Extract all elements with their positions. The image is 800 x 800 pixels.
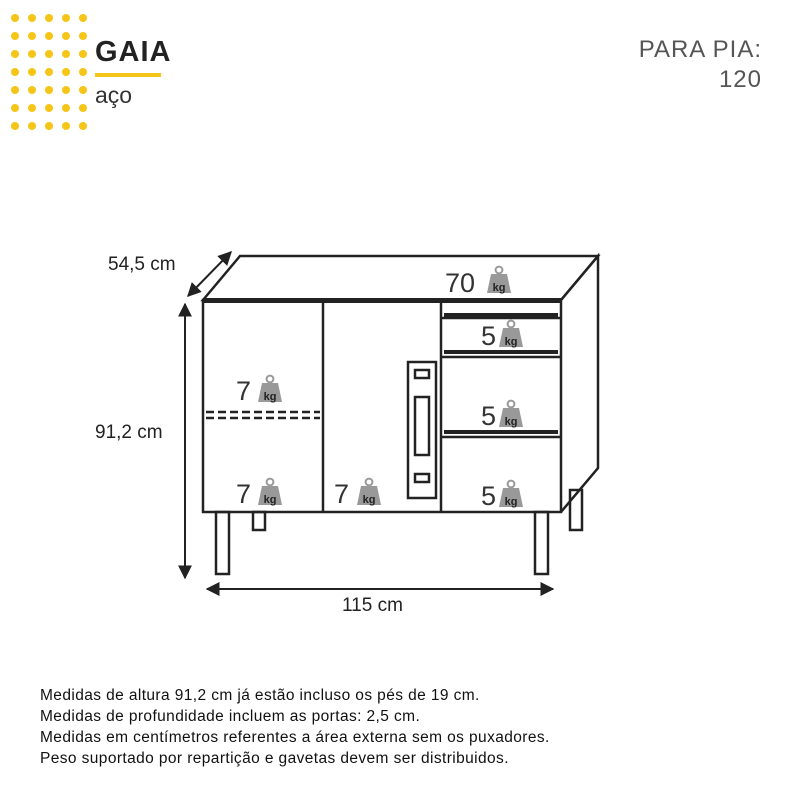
weight-drawer-1-unit: kg <box>504 336 518 348</box>
weight-drawer-3-value: 5 <box>481 481 497 511</box>
weight-drawer-3-unit: kg <box>504 496 518 508</box>
door-handle <box>408 362 436 498</box>
weight-middle-unit: kg <box>362 494 376 506</box>
weight-drawer-2 <box>481 401 523 431</box>
weight-top <box>445 267 511 298</box>
sink-value: 120 <box>718 66 762 93</box>
notes <box>40 685 550 769</box>
weight-left-upper-value: 7 <box>236 376 252 406</box>
note-line: Medidas de altura 91,2 cm já estão incluso os pés de 19 cm. <box>40 687 480 704</box>
weight-left-lower-value: 7 <box>236 479 252 509</box>
weight-left-lower <box>236 479 282 509</box>
depth-dimension: 54,5 cm <box>108 254 176 275</box>
weight-left-upper-unit: kg <box>263 391 277 403</box>
weight-drawer-1-value: 5 <box>481 321 497 351</box>
note-line: Medidas em centímetros referentes a área externa sem os puxadores. <box>40 729 550 746</box>
weight-middle <box>334 479 381 509</box>
weight-drawer-2-value: 5 <box>481 401 497 431</box>
countertop-edge <box>203 298 561 303</box>
weight-left-lower-unit: kg <box>263 494 277 506</box>
brand-subtitle: aço <box>95 82 133 108</box>
weight-middle-value: 7 <box>334 479 350 509</box>
note-line: Peso suportado por repartição e gavetas devem ser distribuidos. <box>40 750 509 767</box>
weight-drawer-3 <box>481 481 523 511</box>
weight-drawer-2-unit: kg <box>504 416 518 428</box>
note-line: Medidas de profundidade incluem as portas: 2,5 cm. <box>40 708 421 725</box>
weight-drawer-1 <box>481 321 523 351</box>
sink-label: PARA PIA: <box>638 36 762 63</box>
weight-top-value: 70 <box>445 268 476 298</box>
height-dimension: 91,2 cm <box>95 422 163 443</box>
drawer-handles <box>444 313 558 434</box>
width-dimension: 115 cm <box>342 595 403 616</box>
weight-left-upper <box>236 376 282 406</box>
brand-title: GAIA <box>95 36 172 68</box>
weight-top-unit: kg <box>492 282 506 294</box>
